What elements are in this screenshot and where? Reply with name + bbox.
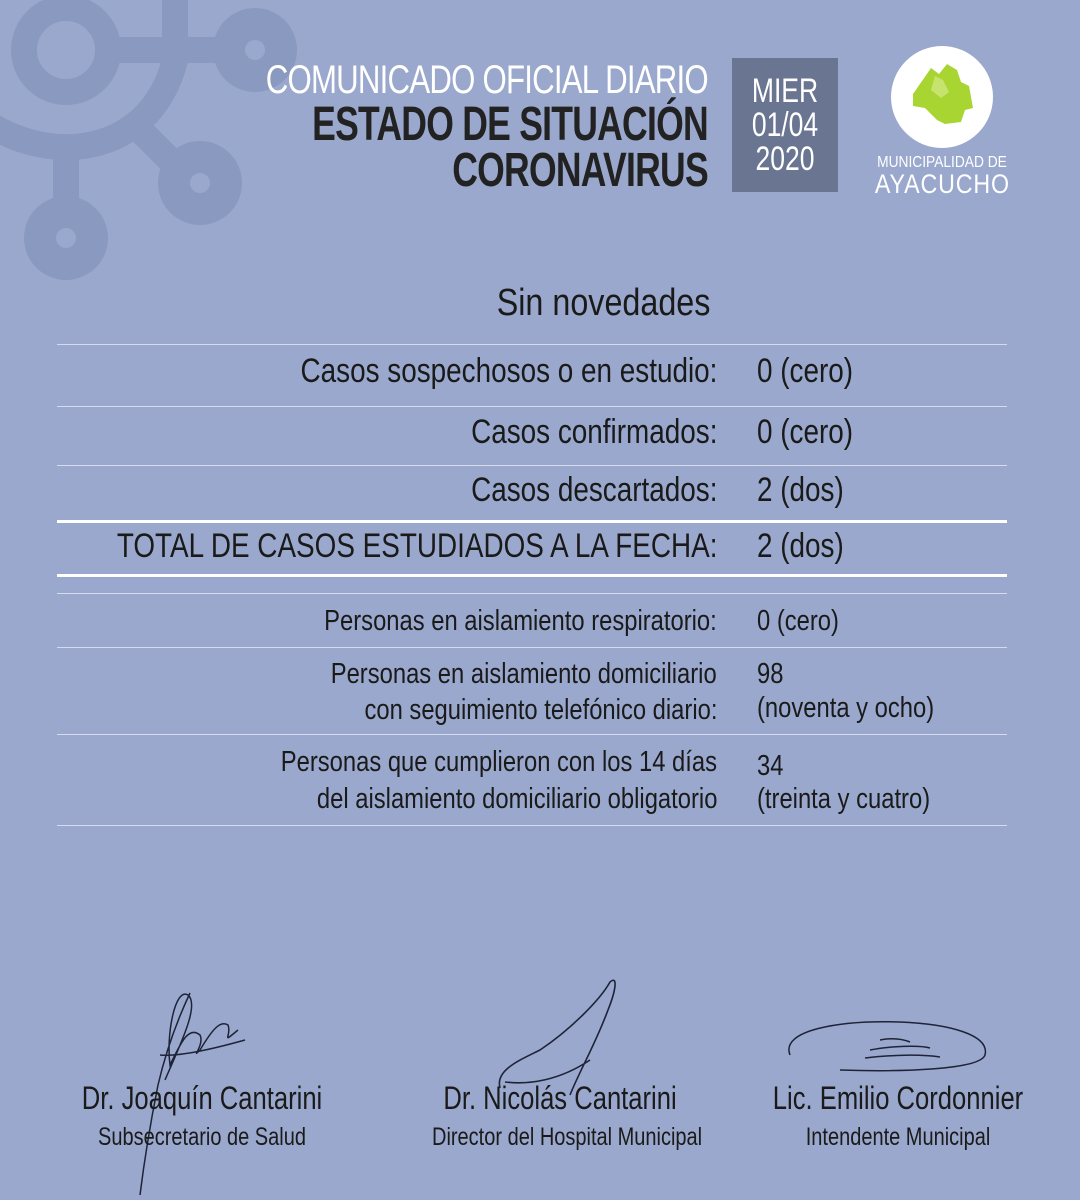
total-value: 2 (dos)	[757, 527, 844, 565]
row-label: Personas en aislamiento respiratorio:	[324, 605, 717, 637]
divider	[57, 593, 1007, 594]
map-logo-icon	[891, 46, 993, 148]
signatory-2	[400, 1080, 720, 1152]
date-badge	[732, 58, 838, 192]
divider-thick	[57, 520, 1007, 523]
signatory-1	[42, 1080, 362, 1152]
signatory-name: Dr. Joaquín Cantarini	[81, 1080, 323, 1116]
row-value-line1: 98	[757, 658, 784, 690]
row-label: Casos confirmados:	[470, 413, 717, 451]
divider	[57, 734, 1007, 735]
row-value: 2 (dos)	[757, 471, 844, 509]
header-subtitle: COMUNICADO OFICIAL DIARIO	[265, 58, 708, 102]
row-value-line2: (noventa y ocho)	[757, 692, 935, 724]
row-value: 0 (cero)	[757, 352, 854, 390]
row-label-line1: Personas que cumplieron con los 14 días	[280, 746, 717, 778]
signatory-role: Subsecretario de Salud	[98, 1123, 306, 1151]
date-day-month: 01/04	[751, 106, 819, 144]
row-label: Casos descartados:	[470, 471, 717, 509]
divider	[57, 406, 1007, 407]
row-label: Casos sospechosos o en estudio:	[300, 352, 717, 390]
header-title-line2: CORONAVIRUS	[452, 144, 708, 197]
divider	[57, 647, 1007, 648]
date-weekday: MIER	[751, 72, 819, 110]
signatory-role: Intendente Municipal	[805, 1123, 991, 1151]
divider-thick	[57, 574, 1007, 577]
divider	[57, 465, 1007, 466]
row-label-line2: con seguimiento telefónico diario:	[364, 694, 717, 726]
bulletin-header	[141, 58, 708, 197]
total-label: TOTAL DE CASOS ESTUDIADOS A LA FECHA:	[116, 527, 717, 565]
municipality-logo	[864, 46, 1020, 199]
header-title-line1: ESTADO DE SITUACIÓN	[312, 98, 708, 151]
date-year: 2020	[755, 140, 815, 178]
logo-line1: MUNICIPALIDAD DE	[877, 154, 1007, 171]
divider	[57, 825, 1007, 826]
row-label-line2: del aislamiento domiciliario obligatorio	[316, 783, 717, 815]
row-value-line1: 34	[757, 750, 784, 782]
logo-line2: AYACUCHO	[874, 169, 1010, 199]
divider	[57, 344, 1007, 345]
row-label-line1: Personas en aislamiento domiciliario	[331, 658, 717, 690]
signature-3-icon	[780, 1010, 995, 1080]
signatory-name: Dr. Nicolás Cantarini	[443, 1080, 677, 1116]
signatory-role: Director del Hospital Municipal	[432, 1123, 703, 1151]
row-value: 0 (cero)	[757, 605, 839, 637]
row-value: 0 (cero)	[757, 413, 854, 451]
status-heading: Sin novedades	[496, 282, 710, 324]
signatory-3	[738, 1080, 1058, 1152]
row-value-line2: (treinta y cuatro)	[757, 783, 931, 815]
signatory-name: Lic. Emilio Cordonnier	[772, 1080, 1024, 1116]
